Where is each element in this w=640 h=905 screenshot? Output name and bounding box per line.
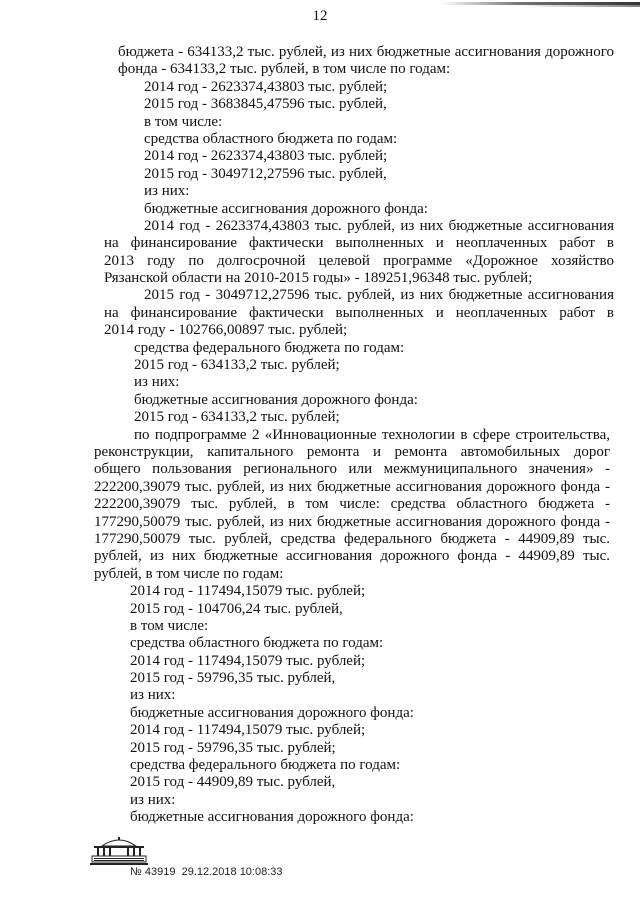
text-line: 2013 году по долгосрочной целевой программе «Дорожное хозяйство [104, 252, 614, 269]
text-line: в том числе: [144, 113, 223, 130]
text-line: рублей, из них бюджетные ассигнования дорожного фонда - 44909,89 тыс. [94, 548, 610, 565]
text-line: 2015 год - 634133,2 тыс. рублей; [134, 409, 340, 426]
text-line: 2014 год - 117494,15079 тыс. рублей; [130, 583, 366, 600]
text-line: фонда - 634133,2 тыс. рублей, в том числе по годам: [118, 61, 451, 78]
document-body [0, 44, 640, 827]
text-line: средства областного бюджета по годам: [130, 635, 384, 652]
scan-artifact [520, 5, 640, 7]
text-line: средства федерального бюджета по годам: [130, 757, 401, 774]
text-line: 2014 год - 2623374,43803 тыс. рублей, из них бюджетные ассигнования [144, 217, 614, 234]
text-line: по подпрограмме 2 «Инновационные технологии в сфере строительства, [134, 426, 610, 443]
stamp-datetime: 29.12.2018 10:08:33 [181, 866, 283, 878]
text-line: на финансирование фактически выполненных и неоплаченных работ в [104, 304, 614, 321]
text-line: 2015 год - 3683845,47596 тыс. рублей, [144, 96, 387, 113]
text-line: из них: [130, 791, 176, 808]
text-line: средства областного бюджета по годам: [144, 130, 398, 147]
text-line: Рязанской области на 2010-2015 годы» - 189251,96348 тыс. рублей; [104, 270, 533, 287]
page-number: 12 [312, 8, 328, 24]
text-line: средства федерального бюджета по годам: [134, 339, 405, 356]
text-line: общего пользования регионального или межмуниципального значения» - [94, 461, 610, 478]
text-line: 2014 году - 102766,00897 тыс. рублей; [104, 322, 348, 339]
text-line: из них: [134, 374, 180, 391]
text-line: 177290,50079 тыс. рублей, средства федерального бюджета - 44909,89 тыс. [94, 530, 610, 547]
registration-stamp [130, 866, 283, 878]
text-line: 222200,39079 тыс. рублей, из них бюджетные ассигнования дорожного фонда - [94, 478, 610, 495]
text-line: рублей, в том числе по годам: [94, 565, 284, 582]
text-line: 2014 год - 2623374,43803 тыс. рублей; [144, 148, 388, 165]
text-line: 2015 год - 104706,24 тыс. рублей, [130, 600, 343, 617]
text-line: из них: [144, 183, 190, 200]
text-line: 2015 год - 634133,2 тыс. рублей; [134, 357, 340, 374]
text-line: бюджетные ассигнования дорожного фонда: [144, 200, 428, 217]
text-line: 222200,39079 тыс. рублей, в том числе: средства областного бюджета - [94, 496, 610, 513]
text-line: бюджетные ассигнования дорожного фонда: [130, 809, 414, 826]
text-line: на финансирование фактически выполненных и неоплаченных работ в [104, 235, 614, 252]
text-line: 2014 год - 2623374,43803 тыс. рублей; [144, 78, 388, 95]
text-line: 2014 год - 117494,15079 тыс. рублей; [130, 652, 366, 669]
text-line: в том числе: [130, 617, 209, 634]
text-line: бюджета - 634133,2 тыс. рублей, из них бюджетные ассигнования дорожного [118, 44, 614, 60]
building-logo-icon [88, 836, 150, 866]
text-line: 177290,50079 тыс. рублей, из них бюджетные ассигнования дорожного фонда - [94, 513, 610, 530]
text-line: реконструкции, капитального ремонта и ремонта автомобильных дорог [94, 443, 610, 460]
text-line: бюджетные ассигнования дорожного фонда: [130, 704, 414, 721]
text-line: 2015 год - 3049712,27596 тыс. рублей, [144, 165, 387, 182]
text-line: 2015 год - 59796,35 тыс. рублей, [130, 670, 336, 687]
text-line: бюджетные ассигнования дорожного фонда: [134, 391, 418, 408]
text-line: 2015 год - 59796,35 тыс. рублей; [130, 739, 336, 756]
stamp-number: № 43919 [130, 866, 176, 878]
text-line: 2015 год - 3049712,27596 тыс. рублей, из них бюджетные ассигнования [144, 287, 614, 304]
consultant-logo [88, 836, 150, 866]
text-line: 2015 год - 44909,89 тыс. рублей, [130, 774, 336, 791]
text-line: 2014 год - 117494,15079 тыс. рублей; [130, 722, 366, 739]
text-line: из них: [130, 687, 176, 704]
